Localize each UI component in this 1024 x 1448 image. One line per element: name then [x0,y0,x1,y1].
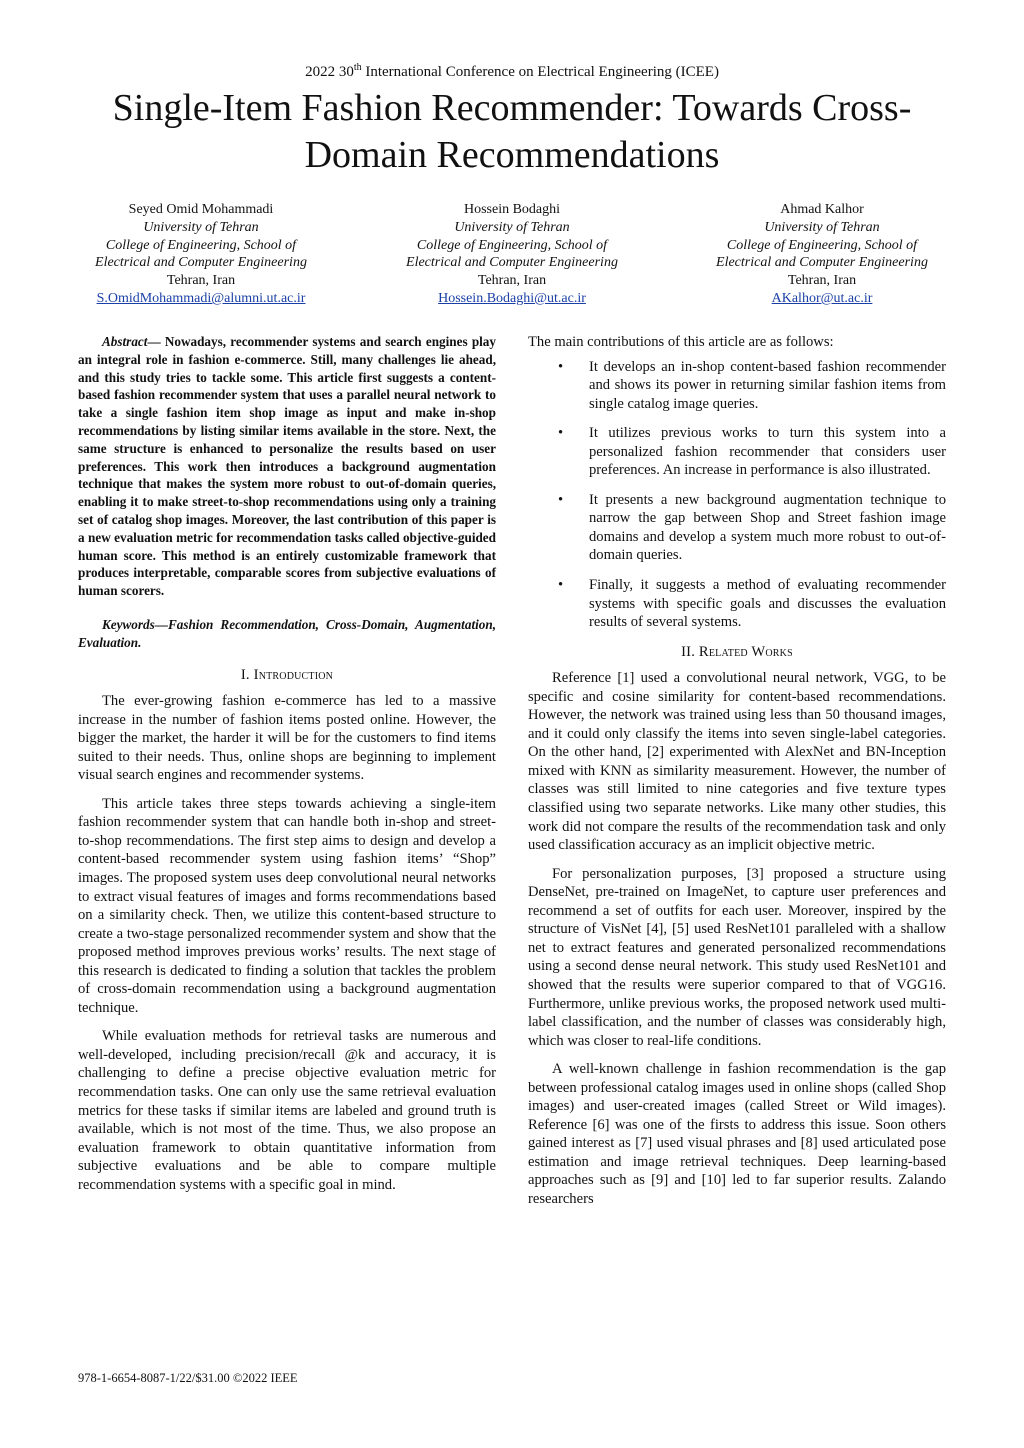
author-city: Tehran, Iran [166,273,236,289]
author-college: College of Engineering, School of [416,237,608,253]
conference-header [0,62,1024,81]
paragraph: A well-known challenge in fashion recommendation is the gap between professional catalog images used in online shops (called Shop images) and user-created images (called Street or Wild images). Reference [6] was one of the firsts to address this issue. Soon others gained interest as [7] used visual phrases and [8] used articulated pose estimation and image retrieval techniques. Deep learning-based approaches such as [9] and [10] led to far superior results. Zalando researchers [528,1061,946,1207]
list-item-text: It presents a new background augmentation technique to narrow the gap between Shop and Street fashion image domains and develop a system much more robust to out-of-domain queries. [589,491,946,564]
right-column [528,333,946,1209]
paragraph: This article takes three steps towards achieving a single-item fashion recommender system that can handle both in-shop and street-to-shop recommendations. The first step aims to design and develop a content-based recommender system using fashion items’ “Shop” images. The proposed system uses deep convolutional neural networks to extract visual features of images and forms recommendations based on a similarity check. Then, we utilize this content-based structure to create a two-stage personalized recommender system and show that the proposed method improves previous works’ results. The next stage of this research is dedicated to finding a solution that tackles the problem of cross-domain recommendation using a background augmentation technique. [78,795,496,1016]
author-name: Hossein Bodaghi [463,202,561,217]
author-1 [61,201,341,308]
bullet-icon: • [558,358,564,375]
author-email-link[interactable]: AKalhor@ut.ac.ir [771,290,873,306]
bullet-icon: • [558,577,564,594]
author-3 [682,201,962,308]
copyright-footer: 978-1-6654-8087-1/22/$31.00 ©2022 IEEE [78,1371,298,1385]
list-item-text: Finally, it suggests a method of evaluating recommender systems with specific goals and discusses the evaluation results of several systems. [589,577,946,631]
paragraph: The ever-growing fashion e-commerce has led to a massive increase in the number of fashion items posted online. However, the bigger the market, the harder it will be for the customers to find items suited to their needs. Thus, online shops are beginning to implement visual search engines and recommender systems. [78,693,496,784]
introduction-body [78,692,496,1194]
author-department: Electrical and Computer Engineering [95,255,307,271]
author-email-link[interactable]: S.OmidMohammadi@alumni.ut.ac.ir [96,290,306,306]
author-name: Seyed Omid Mohammadi [128,202,274,217]
conference-name: International Conference on Electrical Engineering (ICEE) [361,64,719,80]
paper-title-line-1: Single-Item Fashion Recommender: Towards Cross- [112,87,912,129]
list-item [528,576,946,632]
abstract-text: — Nowadays, recommender systems and search engines play an integral role in fashion e-commerce. Still, many challenges lie ahead, and this study tries to tackle some. This article first suggests a content-based fashion recommender system that uses a parallel neural network to take a single fashion item shop image as input and make in-shop recommendations by listing similar items available in the store. Next, the same structure is enhanced to personalize the results based on user preferences. This work then introduces a background augmentation technique that makes the system more robust to out-of-domain queries, enabling it to make street-to-shop recommendations using only a training set of catalog shop images. Moreover, the last contribution of this paper is a new evaluation metric for recommendation tasks called objective-guided human score. This method is an entirely customizable framework that produces interpretable, comparable scores from subjective evaluations of human scorers. [78,334,496,599]
abstract [78,333,496,600]
contributions-intro: The main contributions of this article are as follows: [528,334,834,350]
bullet-icon: • [558,491,564,508]
contributions-list [528,358,946,632]
author-city: Tehran, Iran [477,273,547,289]
author-university: University of Tehran [454,219,570,235]
author-college: College of Engineering, School of [105,237,297,253]
paragraph: Reference [1] used a convolutional neural network, VGG, to be specific and cosine similarity for content-based recommendations. However, the network was trained using less than 50 thousand images, and it could only classify the items into seven single-label categories. On the other hand, [2] experimented with AlexNet and BN-Inception mixed with KNN as similarity measurement. However, the number of classes was still limited to nine categories and five texture types classified using two separate networks. Like many other studies, this work did not compare the results of the recommendation task and only used classification accuracy as an implicit objective metric. [528,670,946,854]
list-item [528,358,946,414]
list-item-text: It utilizes previous works to turn this system into a personalized fashion recommender that considers user preferences. An increase in performance is also illustrated. [589,425,946,479]
paper-title-line-2: Domain Recommendations [304,134,720,176]
paragraph: For personalization purposes, [3] proposed a structure using DenseNet, pre-trained on ImageNet, to capture user preferences and recommend a set of outfits for each user. Moreover, inspired by the structure of VisNet [4], [5] used ResNet101 paralleled with a shallow net to extract features and generated personalized recommendations using a second dense neural network. This study used ResNet101 and showed that the results were superior compared to that of VGG16. Furthermore, unlike previous works, the proposed network used multi-label classification, and the number of classes was considerably high, which was closer to real-life conditions. [528,865,946,1049]
left-column [78,333,496,1194]
keywords: Keywords—Fashion Recommendation, Cross-Domain, Augmentation, Evaluation. [78,616,496,650]
conference-year: 2022 30 [305,64,354,80]
section-heading-introduction: I. Introduction [240,666,334,683]
paper-title [40,85,984,179]
paragraph: While evaluation methods for retrieval tasks are numerous and well-developed, including precision/recall @k and accuracy, it is challenging to define a precise objective evaluation metric for recommendation tasks. One can only use the same retrieval evaluation metrics for these tasks if similar items are labeled and ground truth is available, which is not most of the time. Thus, we also propose an evaluation framework to obtain quantitative information from subjective evaluations and be able to compare multiple recommendation systems with a specific goal in mind. [78,1028,496,1193]
author-college: College of Engineering, School of [726,237,918,253]
author-city: Tehran, Iran [787,273,857,289]
author-department: Electrical and Computer Engineering [716,255,928,271]
list-item-text: It develops an in-shop content-based fashion recommender and shows its power in returning similar fashion items from single catalog image queries. [589,358,946,412]
author-name: Ahmad Kalhor [780,202,864,217]
abstract-label: Abstract [102,334,148,349]
author-university: University of Tehran [764,219,880,235]
list-item [528,491,946,565]
author-department: Electrical and Computer Engineering [406,255,618,271]
bullet-icon: • [558,425,564,442]
author-university: University of Tehran [143,219,259,235]
list-item [528,424,946,480]
conference-ordinal-suffix: th [353,62,362,73]
author-email-link[interactable]: Hossein.Bodaghi@ut.ac.ir [438,290,586,306]
section-heading-related-works: II. Related Works [681,643,793,660]
related-works-body [528,669,946,1208]
author-2 [372,201,652,308]
